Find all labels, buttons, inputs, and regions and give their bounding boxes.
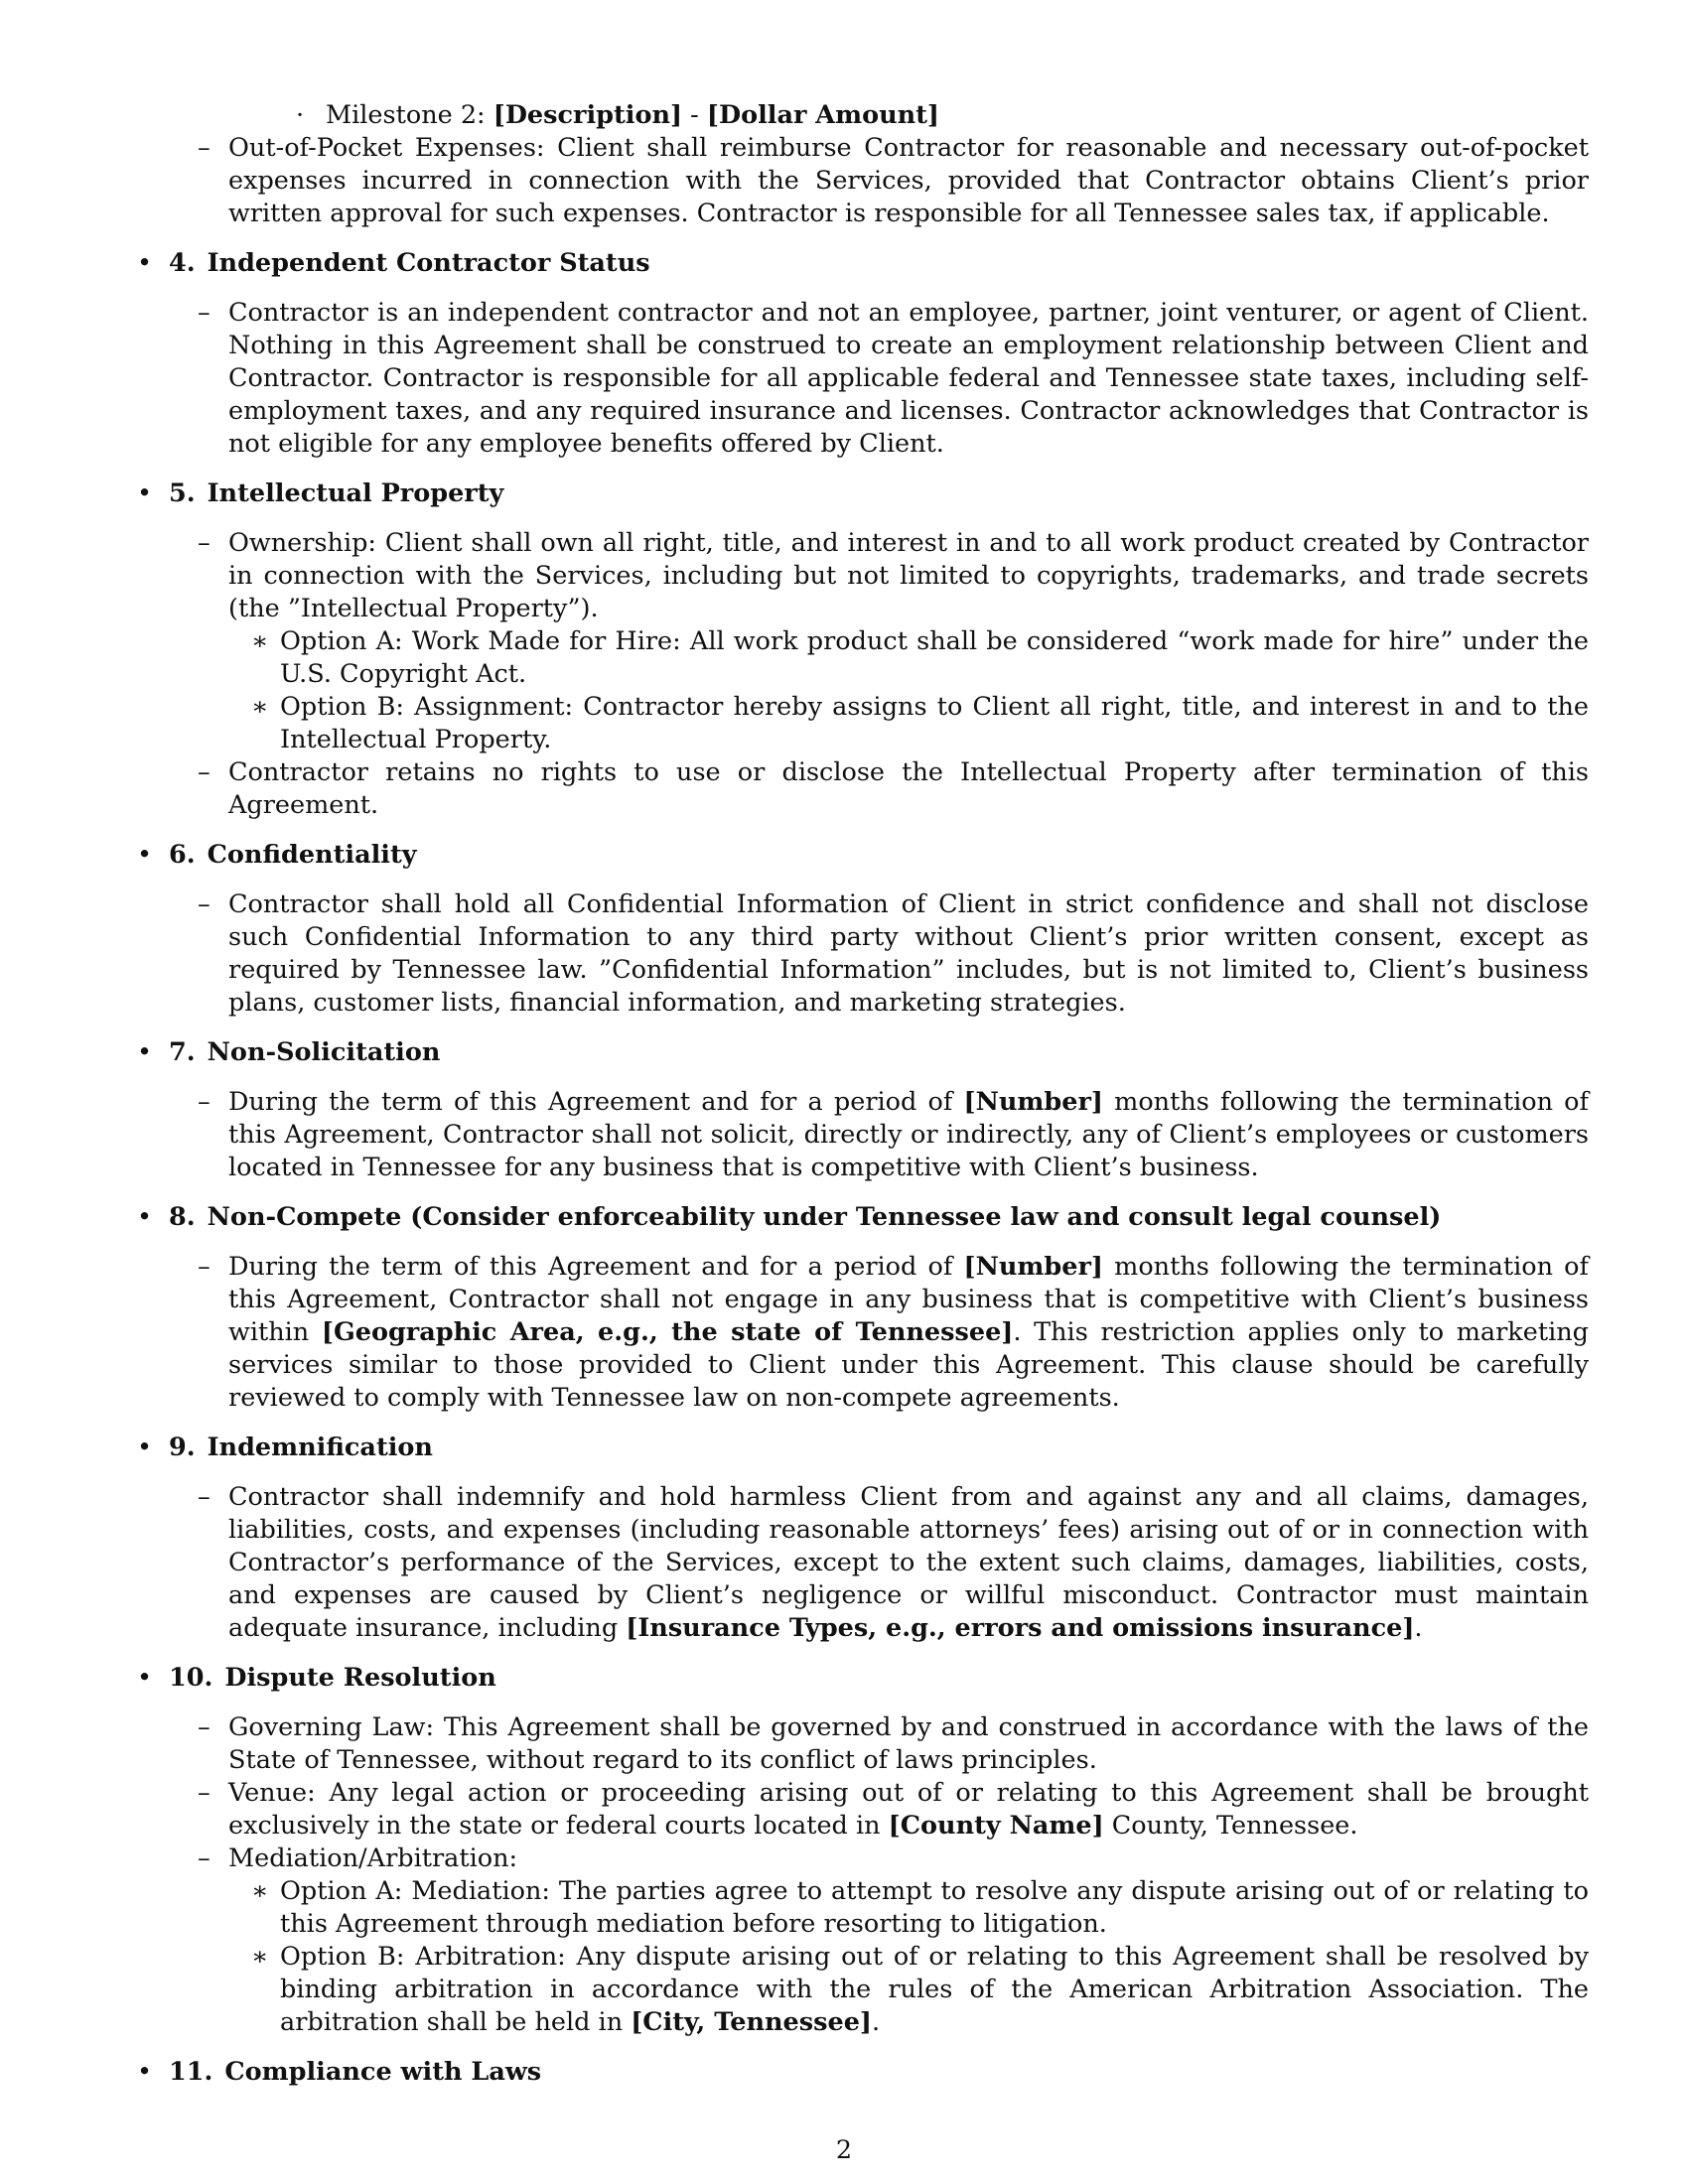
milestone-2-prefix: Milestone 2: [326,100,493,130]
round-bullet-icon: • [137,1663,153,1693]
retains-clause [137,756,1589,822]
county-name-placeholder: [County Name] [888,1811,1104,1841]
ip-option-a [137,625,1589,691]
asterisk-bullet-icon: ∗ [251,692,269,722]
section-9-clause [137,1481,1589,1645]
geographic-area-placeholder: [Geographic Area, e.g., the state of Tennessee] [321,1317,1014,1347]
ip-option-b-text: Option B: Assignment: Contractor hereby assigns to Client all right, title, and interest in and to the Intellectual Property. [280,692,1589,754]
section-4-text: Contractor is an independent contractor and not an employee, partner, joint venturer, or agent of Client. Nothing in this Agreement shall be construed to create an employment relationship between Client and Contractor. Contractor is responsible for all applicable federal and Tennessee state taxes, including self-employment taxes, and any required insurance and licenses. Contractor acknowledges that Contractor is not eligible for any employee benefits offered by Client. [228,298,1589,459]
venue-clause [137,1777,1589,1843]
document-body [137,99,1589,2106]
round-bullet-icon: • [137,1202,153,1232]
asterisk-bullet-icon: ∗ [251,626,269,656]
round-bullet-icon: • [137,840,153,870]
mediation-arbitration-clause [137,1843,1589,1875]
number-placeholder: [Number] [963,1087,1103,1117]
section-7-text-post: months following the termination of this Agreement, Contractor shall not solicit, directly or indirectly, any of Client’s employees or customers located in Tennessee for any business that is competitive with Client’s business. [228,1087,1589,1182]
section-4-clause [137,297,1589,461]
dash-bullet-icon: – [198,133,211,163]
asterisk-bullet-icon: ∗ [251,1942,269,1972]
dash-bullet-icon: – [198,1778,211,1808]
ownership-clause [137,527,1589,625]
dash-bullet-icon: – [198,1712,211,1742]
section-8-heading [137,1201,1589,1234]
expenses-clause [137,132,1589,230]
venue-text-post: County, Tennessee. [1103,1811,1358,1841]
section-9-text-post: . [1414,1613,1423,1643]
governing-law-clause [137,1711,1589,1777]
ownership-text: Ownership: Client shall own all right, title, and interest in and to all work product created by Contractor in connection with the Services, including but not limited to copyrights, trademarks, and trade secrets (the ”Intellectual Property”). [228,528,1589,623]
section-6-text: Contractor shall hold all Confidential Information of Client in strict confidence and shall not disclose such Confidential Information to any third party without Client’s prior written consent, except as required by Tennessee law. ”Confidential Information” includes, but is not limited to, Client’s business plans, customer lists, financial information, and marketing strategies. [228,889,1589,1018]
page-number: 2 [835,2135,853,2165]
expenses-text: Out-of-Pocket Expenses: Client shall reimburse Contractor for reasonable and necessary out-of-pocket expenses incurred in connection with the Services, provided that Contractor obtains Client’s prior written approval for such expenses. Contractor is responsible for all Tennessee sales tax, if applicable. [228,133,1589,228]
dash-bullet-icon: – [198,298,211,328]
section-6-title: Confidentiality [207,840,417,870]
asterisk-bullet-icon: ∗ [251,1876,269,1906]
governing-law-text: Governing Law: This Agreement shall be governed by and construed in accordance with the laws of the State of Tennessee, without regard to its conflict of laws principles. [228,1712,1589,1775]
section-6-heading [137,839,1589,872]
ip-option-b [137,691,1589,756]
dispute-option-a-text: Option A: Mediation: The parties agree to attempt to resolve any dispute arising out of or relating to this Agreement through mediation before resorting to litigation. [280,1876,1589,1939]
dispute-option-b-text-post: . [872,2007,881,2037]
round-bullet-icon: • [137,478,153,508]
section-7-text-pre: During the term of this Agreement and for a period of [228,1087,964,1117]
dispute-option-a [137,1875,1589,1941]
dash-bullet-icon: – [198,757,211,787]
insurance-types-placeholder: [Insurance Types, e.g., errors and omissions insurance] [626,1613,1415,1643]
section-7-heading [137,1036,1589,1069]
section-10-heading [137,1662,1589,1695]
section-10-number: 10. [169,1663,213,1693]
dash-bullet-icon: – [198,1843,211,1873]
section-8-text-mid: months following the termination of this Agreement, Contractor shall not engage in any business that is competitive with Client’s business within [228,1252,1589,1347]
section-4-heading [137,247,1589,280]
retains-text: Contractor retains no rights to use or disclose the Intellectual Property after termination of this Agreement. [228,757,1589,820]
milestone-2-description-placeholder: [Description] [492,100,683,130]
section-9-number: 9. [169,1433,196,1462]
milestone-2-separator: - [682,100,707,130]
venue-text-pre: Venue: Any legal action or proceeding arising out of or relating to this Agreement shall be brought exclusively in the state or federal courts located in [228,1778,1589,1841]
round-bullet-icon: • [137,2057,153,2087]
ip-option-a-text: Option A: Work Made for Hire: All work product shall be considered “work made for hire” under the U.S. Copyright Act. [280,626,1589,689]
milestone-2-amount-placeholder: [Dollar Amount] [706,100,940,130]
section-7-title: Non-Solicitation [207,1037,441,1067]
section-4-title: Independent Contractor Status [207,248,650,278]
section-5-heading [137,478,1589,510]
section-4-number: 4. [169,248,196,278]
section-9-title: Indemnification [207,1433,433,1462]
section-11-title: Compliance with Laws [224,2057,542,2087]
mediation-arbitration-label: Mediation/Arbitration: [228,1843,518,1873]
section-8-title: Non-Compete (Consider enforceability under Tennessee law and consult legal counsel) [207,1202,1442,1232]
section-6-number: 6. [169,840,196,870]
section-10-title: Dispute Resolution [224,1663,496,1693]
section-8-text-pre: During the term of this Agreement and for a period of [228,1252,964,1282]
section-8-number: 8. [169,1202,196,1232]
section-11-number: 11. [169,2057,213,2087]
dash-bullet-icon: – [198,528,211,558]
round-bullet-icon: • [137,248,153,278]
section-8-clause [137,1251,1589,1415]
round-bullet-icon: • [137,1037,153,1067]
section-5-title: Intellectual Property [207,478,504,508]
dispute-option-b [137,1941,1589,2039]
dash-bullet-icon: – [198,1087,211,1117]
milestone-2-item [137,99,1589,132]
dispute-option-b-text-pre: Option B: Arbitration: Any dispute arising out of or relating to this Agreement shall be resolved by binding arbitration in accordance with the rules of the American Arbitration Association. The arbitration shall be held in [280,1942,1589,2037]
section-7-clause [137,1086,1589,1184]
section-8-text-post: . This restriction applies only to marketing services similar to those provided to Client under this Agreement. This clause should be carefully reviewed to comply with Tennessee law on non-compete agreements. [228,1317,1589,1413]
round-bullet-icon: • [137,1433,153,1462]
dash-bullet-icon: – [198,889,211,919]
section-9-heading [137,1432,1589,1464]
city-placeholder: [City, Tennessee] [631,2007,872,2037]
section-6-clause [137,888,1589,1020]
dash-bullet-icon: – [198,1482,211,1512]
dot-bullet-icon: · [296,100,305,130]
section-5-number: 5. [169,478,196,508]
number-placeholder: [Number] [963,1252,1103,1282]
section-9-text-pre: Contractor shall indemnify and hold harmless Client from and against any and all claims, damages, liabilities, costs, and expenses (including reasonable attorneys’ fees) arising out of or in connection with Contractor’s performance of the Services, except to the extent such claims, damages, liabilities, costs, and expenses are caused by Client’s negligence or willful misconduct. Contractor must maintain adequate insurance, including [228,1482,1589,1643]
section-11-heading [137,2056,1589,2089]
dash-bullet-icon: – [198,1252,211,1282]
section-7-number: 7. [169,1037,196,1067]
